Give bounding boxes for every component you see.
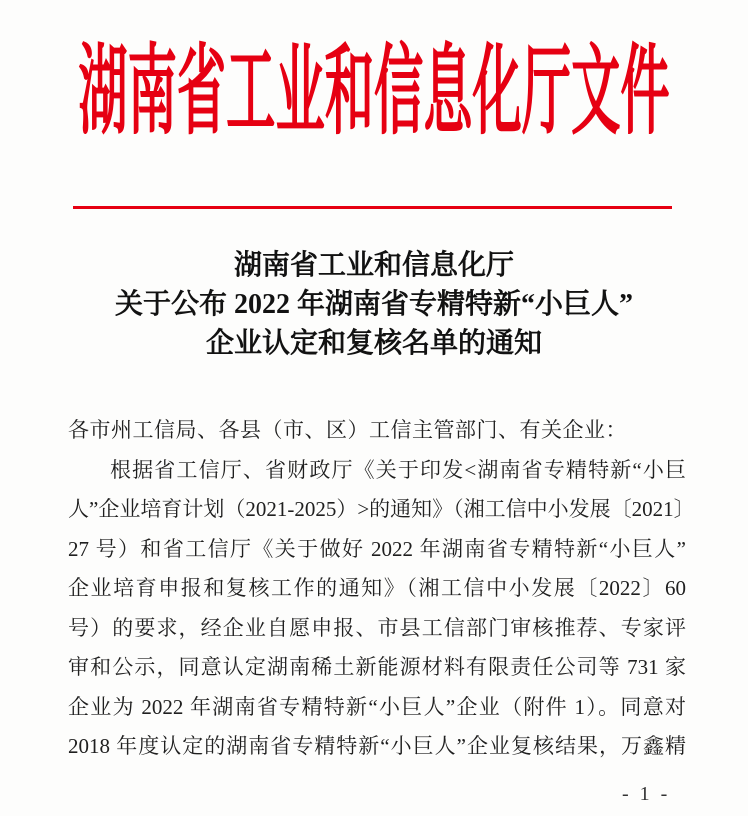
body-line: 人”企业培育计划（2021-2025）>的通知》（湘工信中小发展〔2021〕	[68, 497, 695, 521]
body-line: 企业培育申报和复核工作的通知》（湘工信中小发展〔2022〕60	[68, 576, 686, 600]
document-header	[0, 14, 748, 147]
body-line: 审和公示，同意认定湖南稀土新能源材料有限责任公司等 731 家	[68, 655, 686, 679]
document-title-line-1: 湖南省工业和信息化厅	[233, 250, 514, 281]
body-line: 根据省工信厅、省财政厅《关于印发<湖南省专精特新“小巨	[110, 457, 686, 482]
red-divider-line	[73, 206, 672, 209]
document-body	[68, 411, 695, 767]
body-line: 号）的要求，经企业自愿申报、市县工信部门审核推荐、专家评	[68, 615, 686, 640]
body-line: 2018 年度认定的湖南省专精特新“小巨人”企业复核结果，万鑫精	[68, 734, 686, 758]
body-line: 企业为 2022 年湖南省专精特新“小巨人”企业（附件 1）。同意对	[68, 694, 686, 719]
body-line: 27 号）和省工信厅《关于做好 2022 年湖南省专精特新“小巨人”	[68, 536, 686, 561]
red-header-banner: 湖南省工业和信息化厅文件	[78, 38, 670, 147]
page-number: - 1 -	[622, 783, 671, 805]
salutation-line: 各市州工信局、各县（市、区）工信主管部门、有关企业：	[68, 418, 627, 442]
document-title-line-2: 关于公布 2022 年湖南省专精特新“小巨人”	[114, 289, 633, 320]
document-title-line-3: 企业认定和复核名单的通知	[205, 328, 542, 359]
document-title	[0, 246, 748, 363]
